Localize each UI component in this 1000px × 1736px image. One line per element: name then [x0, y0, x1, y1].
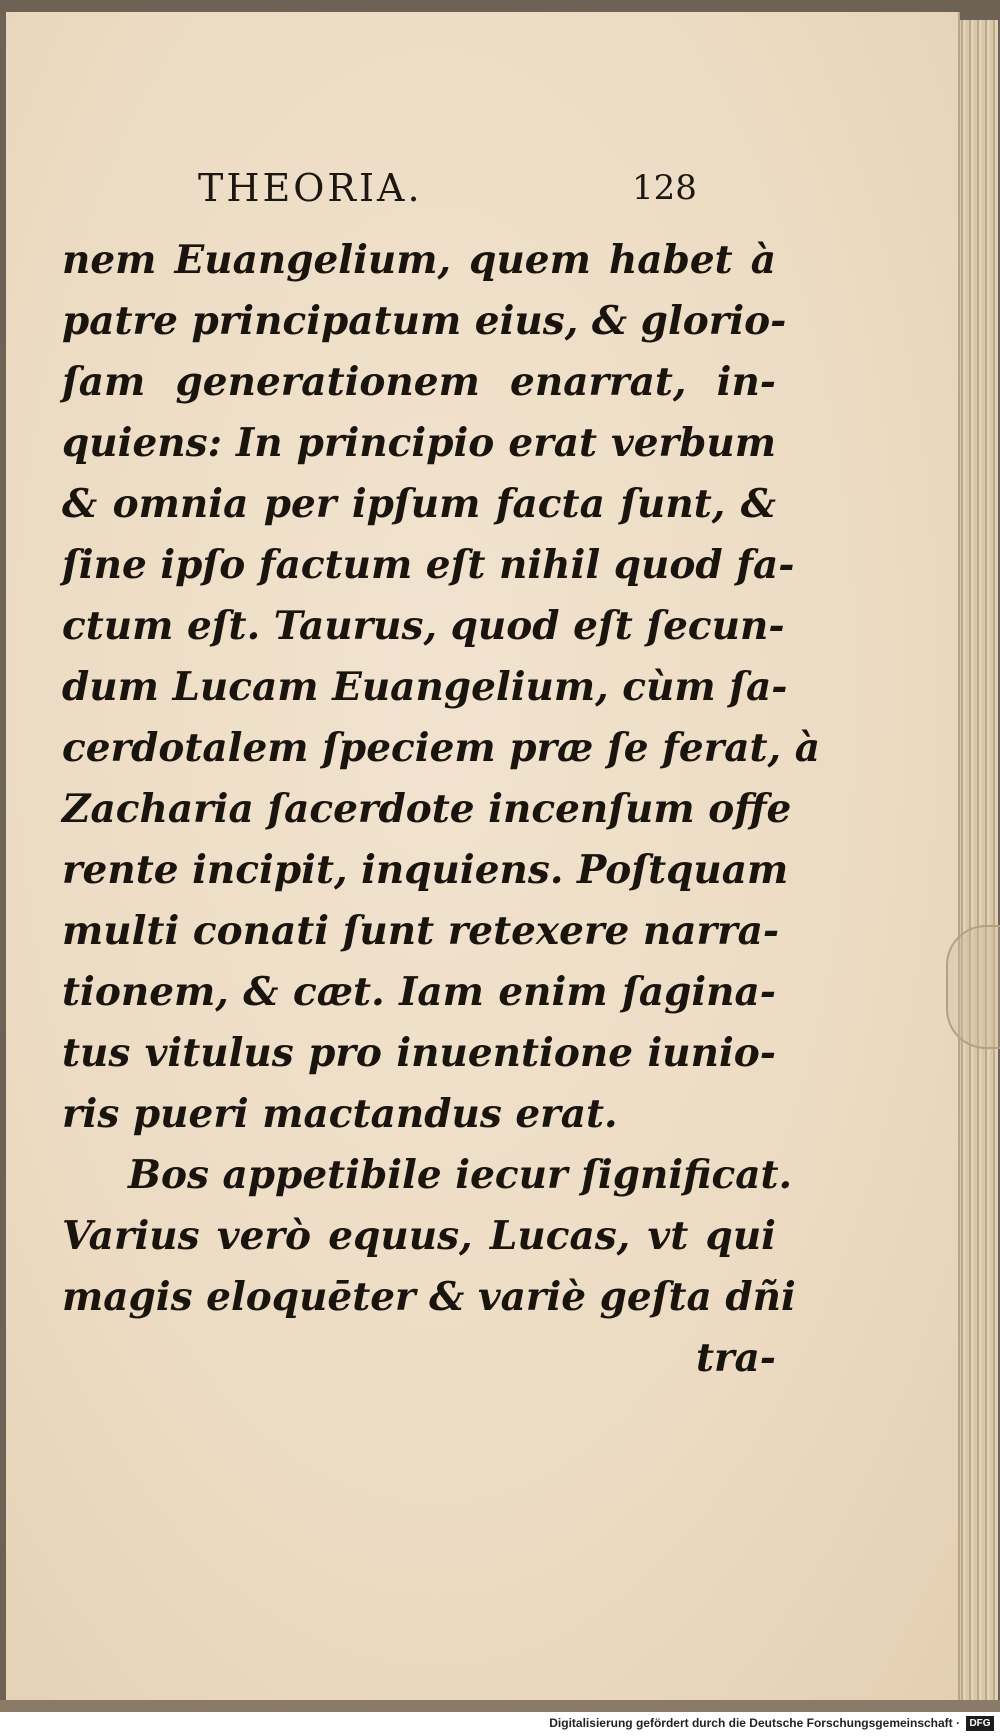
bottom-edge [0, 1700, 1000, 1712]
text-line: magis eloquēter & variè geſta dñi [62, 1274, 796, 1320]
body-text [62, 230, 820, 1389]
text-line: ctum eſt. Taurus, quod eſt ſecun- [62, 603, 785, 649]
page-number: 128 [632, 168, 697, 208]
text-line: Varius verò equus, Lucas, vt qui [62, 1213, 776, 1259]
text-line: ris pueri mactandus erat. [62, 1091, 618, 1137]
digitization-credit: Digitalisierung gefördert durch die Deutsche Forschungsgemeinschaft · [549, 1716, 960, 1730]
text-line: dum Lucam Euangelium, cùm ſa- [62, 664, 788, 710]
running-head [190, 166, 710, 216]
running-head-title: THEORIA. [198, 166, 423, 210]
text-line: & omnia per ipſum facta ſunt, & [62, 481, 776, 527]
text-line: cerdotalem ſpeciem præ ſe ferat, à [62, 725, 820, 771]
text-line: ſine ipſo factum eſt nihil quod fa- [62, 542, 795, 588]
text-line: Zacharia ſacerdote incenſum offe [62, 786, 792, 832]
dfg-logo: DFG [966, 1716, 994, 1731]
text-line: tus vitulus pro inuentione iunio- [62, 1030, 776, 1076]
footer [0, 1712, 1000, 1736]
book-clasp [946, 925, 1000, 1049]
text-line: rente incipit, inquiens. Poſtquam [62, 847, 789, 893]
text-line: patre principatum eius, & glorio- [62, 298, 787, 344]
text-line: ſam generationem enarrat, in- [62, 359, 776, 405]
catchword: tra- [695, 1335, 776, 1381]
text-line: tionem, & cæt. Iam enim ſagina- [62, 969, 776, 1015]
text-line: Bos appetibile iecur ſignificat. [128, 1152, 793, 1198]
text-line: multi conati ſunt retexere narra- [62, 908, 780, 954]
page-edges [958, 20, 998, 1700]
text-line: quiens: In principio erat verbum [62, 420, 776, 466]
text-line: nem Euangelium, quem habet à [62, 237, 776, 283]
